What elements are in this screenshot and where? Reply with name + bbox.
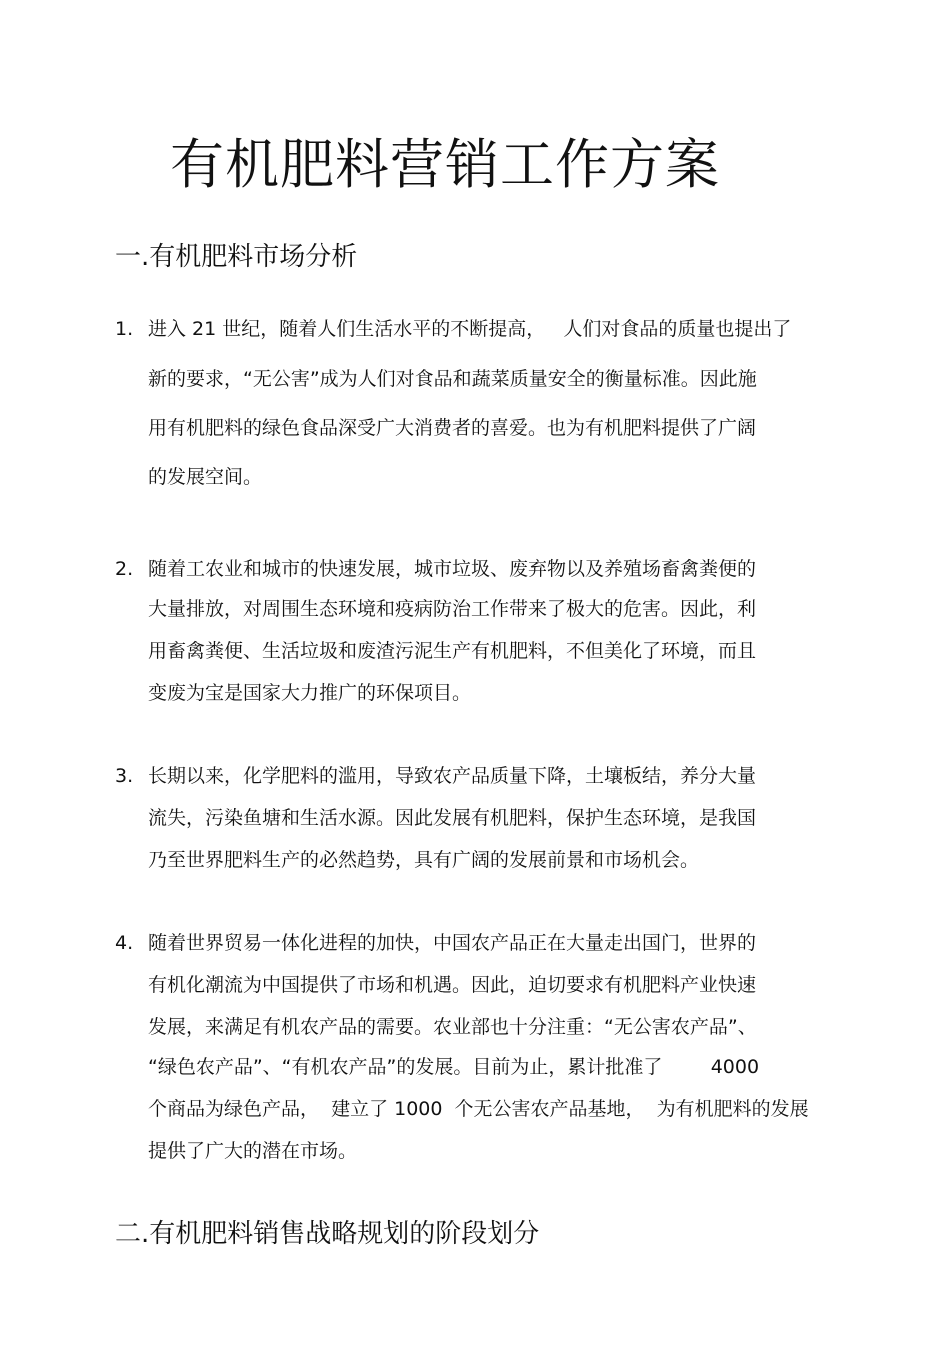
paragraph-line: “绿色农产品”、“有机农产品”的发展。目前为止，累计批准了 4000 <box>148 1056 760 1078</box>
paragraph-line: 个商品为绿色产品， 建立了 1000 个无公害农产品基地， 为有机肥料的发展 <box>148 1098 809 1120</box>
section-heading-2: 二.有机肥料销售战略规划的阶段划分 <box>115 1219 540 1249</box>
paragraph-line: 大量排放，对周围生态环境和疫病防治工作带来了极大的危害。因此，利 <box>148 598 757 620</box>
section-heading-1: 一.有机肥料市场分析 <box>115 242 358 272</box>
document-title: 有机肥料营销工作方案 <box>170 133 720 196</box>
paragraph-line: 长期以来，化学肥料的滥用，导致农产品质量下降，土壤板结，养分大量 <box>148 765 757 787</box>
list-item-number: 4. <box>115 932 134 954</box>
list-item-number: 3. <box>115 765 134 787</box>
list-item-number: 1. <box>115 318 134 340</box>
paragraph-line: 发展，来满足有机农产品的需要。农业部也十分注重：“无公害农产品”、 <box>148 1016 757 1038</box>
paragraph-line: 提供了广大的潜在市场。 <box>148 1140 358 1162</box>
paragraph-line: 乃至世界肥料生产的必然趋势，具有广阔的发展前景和市场机会。 <box>148 849 700 871</box>
paragraph-line: 用畜禽粪便、生活垃圾和废渣污泥生产有机肥料，不但美化了环境，而且 <box>148 640 757 662</box>
paragraph-line: 随着世界贸易一体化进程的加快，中国农产品正在大量走出国门，世界的 <box>148 932 757 954</box>
paragraph-line: 新的要求，“无公害”成为人们对食品和蔬菜质量安全的衡量标准。因此施 <box>148 368 757 390</box>
list-item-number: 2. <box>115 558 134 580</box>
paragraph-line: 的发展空间。 <box>148 466 263 488</box>
paragraph-line: 有机化潮流为中国提供了市场和机遇。因此，迫切要求有机肥料产业快速 <box>148 974 757 996</box>
paragraph-line: 流失，污染鱼塘和生活水源。因此发展有机肥料，保护生态环境，是我国 <box>148 807 757 829</box>
paragraph-line: 变废为宝是国家大力推广的环保项目。 <box>148 682 472 704</box>
paragraph-line: 进入 21 世纪，随着人们生活水平的不断提高， 人们对食品的质量也提出了 <box>148 318 792 340</box>
paragraph-line: 随着工农业和城市的快速发展，城市垃圾、废弃物以及养殖场畜禽粪便的 <box>148 558 757 580</box>
paragraph-line: 用有机肥料的绿色食品深受广大消费者的喜爱。也为有机肥料提供了广阔 <box>148 417 757 439</box>
